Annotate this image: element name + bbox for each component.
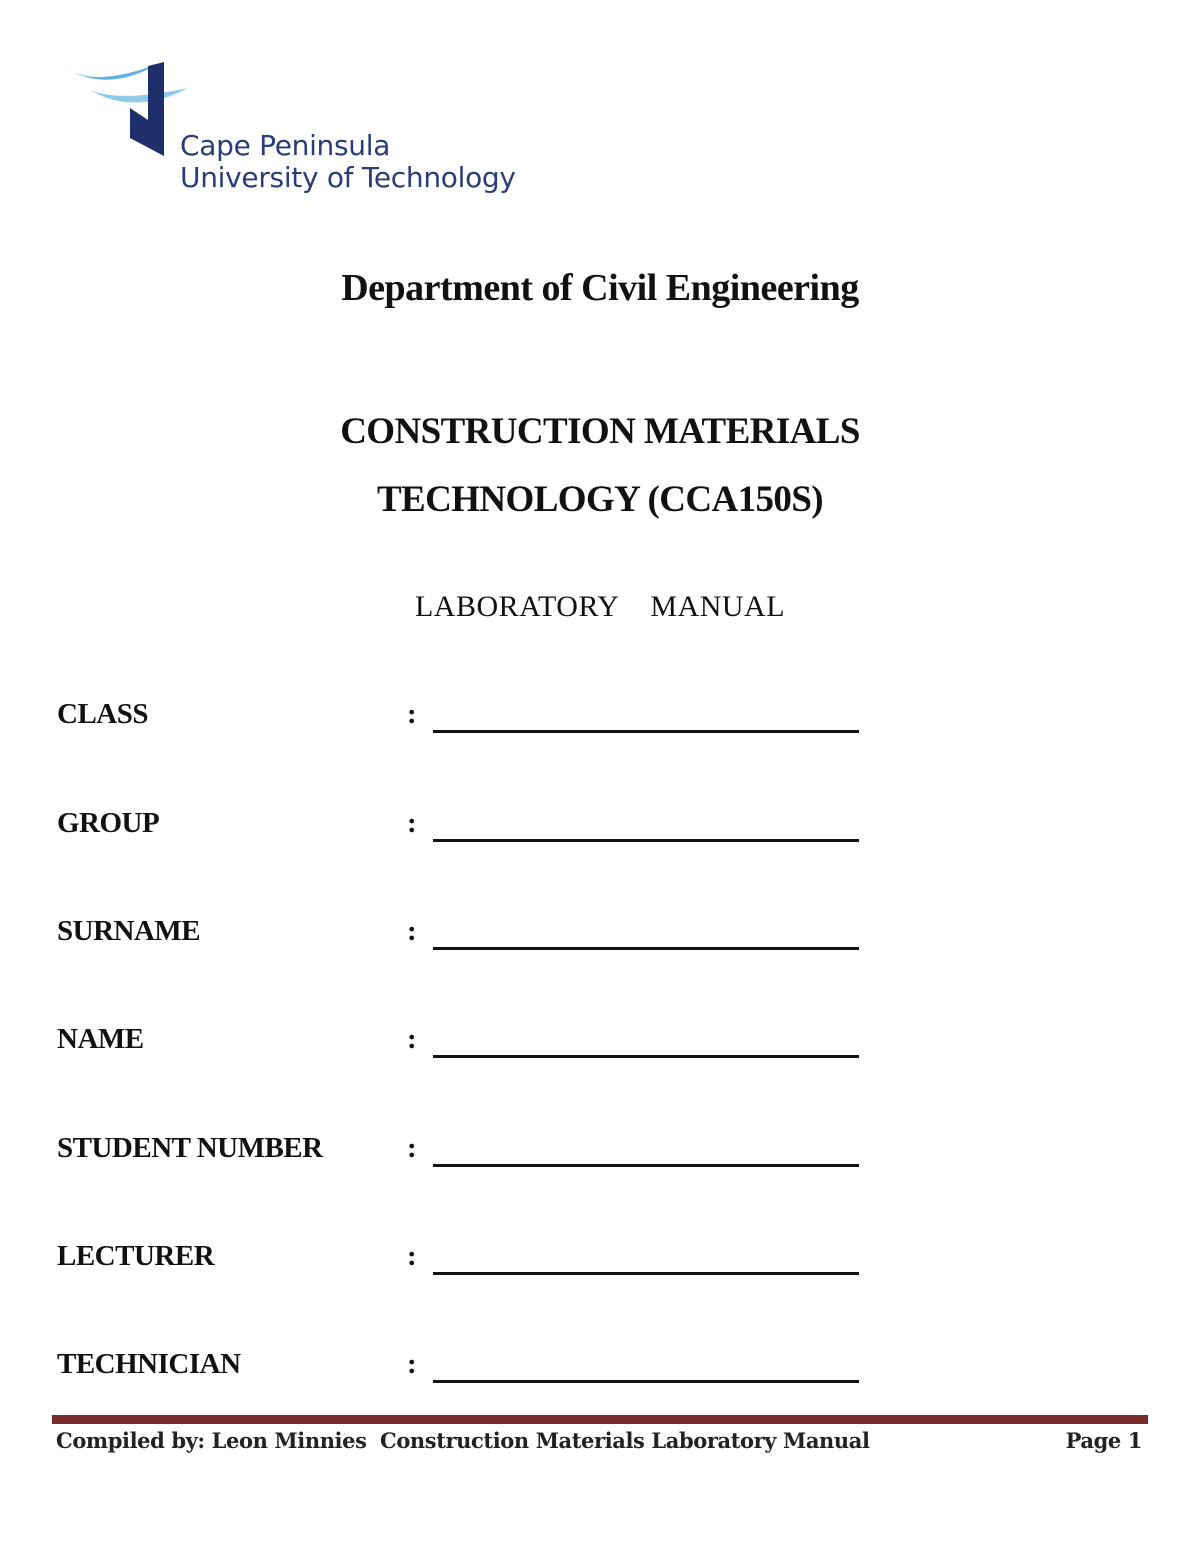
field-label: STUDENT NUMBER bbox=[57, 1132, 323, 1164]
field-label: CLASS bbox=[57, 698, 148, 730]
footer-document-title: Construction Materials Laboratory Manual bbox=[380, 1428, 870, 1453]
field-colon: : bbox=[407, 1240, 417, 1272]
field-label: NAME bbox=[57, 1023, 144, 1055]
logo-line-2: University of Technology bbox=[180, 161, 516, 194]
form-field-technician bbox=[57, 1348, 877, 1398]
course-title-line-1: CONSTRUCTION MATERIALS bbox=[340, 411, 860, 452]
logo-wordmark bbox=[180, 130, 516, 194]
logo-wave-top bbox=[65, 63, 160, 80]
form-field-class bbox=[57, 698, 877, 748]
course-title-line-2: TECHNOLOGY (CCA150S) bbox=[376, 479, 824, 520]
university-logo-mark bbox=[60, 58, 200, 168]
footer-rule bbox=[52, 1415, 1148, 1424]
field-colon: : bbox=[407, 1348, 417, 1380]
field-label: TECHNICIAN bbox=[57, 1348, 241, 1380]
form-field-group bbox=[57, 807, 877, 857]
field-colon: : bbox=[407, 807, 417, 839]
field-colon: : bbox=[407, 1023, 417, 1055]
field-label: GROUP bbox=[57, 807, 160, 839]
field-input-line[interactable] bbox=[433, 1164, 859, 1167]
form-field-surname bbox=[57, 915, 877, 965]
course-title bbox=[0, 398, 1200, 534]
form-field-name bbox=[57, 1023, 877, 1073]
field-input-line[interactable] bbox=[433, 839, 859, 842]
university-logo bbox=[60, 58, 540, 208]
field-input-line[interactable] bbox=[433, 1272, 859, 1275]
logo-chevron bbox=[130, 62, 164, 156]
field-colon: : bbox=[407, 915, 417, 947]
logo-line-1: Cape Peninsula bbox=[180, 129, 391, 162]
field-label: SURNAME bbox=[57, 915, 201, 947]
field-input-line[interactable] bbox=[433, 947, 859, 950]
form-field-student-number bbox=[57, 1132, 877, 1182]
field-input-line[interactable] bbox=[433, 1380, 859, 1383]
field-colon: : bbox=[407, 698, 417, 730]
department-title: Department of Civil Engineering bbox=[341, 267, 859, 309]
field-input-line[interactable] bbox=[433, 1055, 859, 1058]
field-colon: : bbox=[407, 1132, 417, 1164]
footer-compiled-by: Compiled by: Leon Minnies bbox=[56, 1428, 367, 1453]
footer-page-number: Page 1 bbox=[1065, 1428, 1142, 1453]
manual-subtitle: LABORATORY MANUAL bbox=[414, 590, 786, 623]
logo-wave-bottom bbox=[90, 88, 188, 103]
field-label: LECTURER bbox=[57, 1240, 215, 1272]
form-field-lecturer bbox=[57, 1240, 877, 1290]
field-input-line[interactable] bbox=[433, 730, 859, 733]
